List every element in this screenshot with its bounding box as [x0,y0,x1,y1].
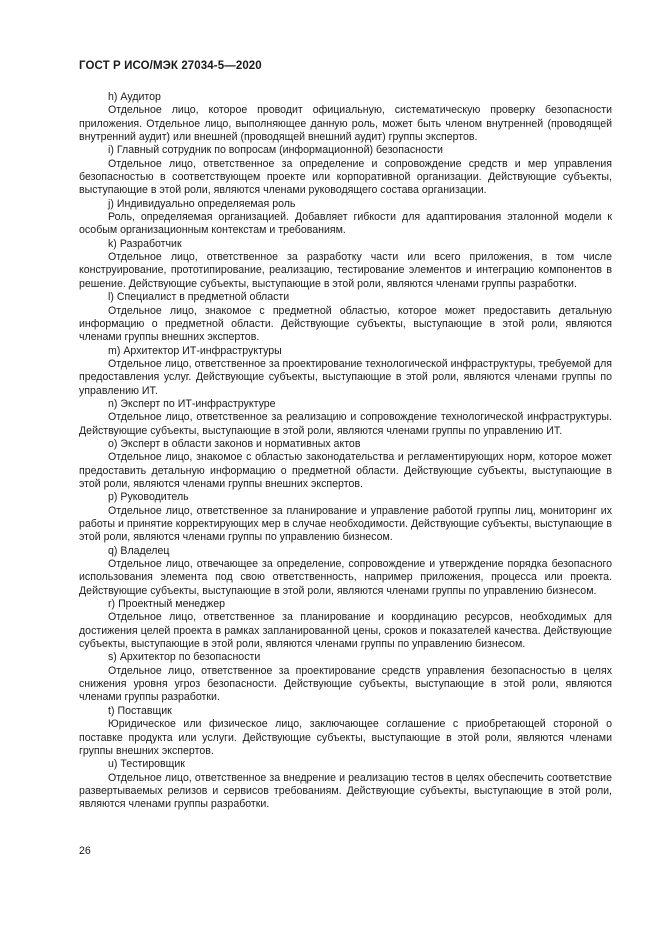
entry-owner [79,545,612,598]
entry-definition: Отдельное лицо, которое проводит официальную, систематическую проверку безопасности приложения. Отдельное лицо, выполняющее данную роль, может быть членом внутренней (проводящей внутренний аудит) или внешней (проводящей внешний аудит) группы экспертов. [79,104,612,144]
entry-letter: s) [108,651,117,664]
entry-letter: j) [108,197,114,210]
entry-term-text: Архитектор ИТ-инфраструктуры [123,344,282,357]
page-number: 26 [79,845,91,857]
entry-term-text: Руководитель [120,491,189,504]
entry-term-text: Владелец [120,544,170,557]
entry-term-text: Аудитор [120,91,161,103]
entry-developer [79,238,612,291]
entry-letter: t) [108,704,115,717]
entry-custom-role [79,198,612,238]
entry-term-text: Индивидуально определяемая роль [116,197,296,210]
role-definitions-list [79,91,612,812]
entry-term [79,758,612,771]
entry-manager [79,491,612,544]
entry-term [79,91,612,104]
entry-definition: Отдельное лицо, знакомое с областью законодательства и регламентирующих норм, которое может предоставить детальную информацию о предметной области. Действующие субъекты, выступающие в этой роли, являются членами группы внешних экспертов. [79,451,612,490]
entry-supplier [79,705,612,758]
entry-letter: l) [108,291,114,304]
entry-letter: q) [108,544,118,557]
entry-letter: n) [108,397,118,410]
entry-term-text: Проектный менеджер [118,598,226,611]
entry-definition: Отдельное лицо, ответственное за проектирование средств управления безопасностью в целях снижения уровня угроз безопасности. Действующие субъекты, выступающие в этой роли, являются членами группы разработки. [79,664,612,704]
entry-project-manager [79,598,612,651]
entry-auditor [79,91,612,144]
entry-definition: Отдельное лицо, ответственное за определение и сопровождение средств и мер управления безопасностью в соответствующем проекте или корпоративной организации. Действующие субъекты, выступающие в этой роли, являются членами руководящего состава организации. [79,157,612,197]
entry-it-infrastructure-expert [79,398,612,438]
entry-term-text: Тестировщик [120,758,185,771]
entry-term [79,438,612,451]
entry-letter: k) [108,237,117,250]
entry-definition: Отдельное лицо, знакомое с предметной областью, которое может предоставить детальную информацию о предметной области. Действующие субъекты, выступающие в этой роли, являются членами группы внешних экспертов. [79,304,612,344]
entry-letter: h) [108,91,118,103]
entry-term-text: Специалист в предметной области [116,291,290,304]
entry-letter: p) [108,491,118,504]
entry-term [79,545,612,558]
entry-term [79,345,612,358]
entry-letter: r) [108,598,116,611]
entry-term-text: Эксперт по ИТ-инфраструктуре [120,397,276,410]
entry-definition: Роль, определяемая организацией. Добавляет гибкости для адаптирования эталонной модели к особым организационным контекстам и требованиям. [79,211,612,237]
entry-legal-expert [79,438,612,491]
entry-definition: Отдельное лицо, ответственное за реализацию и сопровождение технологической инфраструктуры. Действующие субъекты, выступающие в этой роли, являются членами группы по управлению ИТ. [79,411,612,437]
entry-term-text: Главный сотрудник по вопросам (информационной) безопасности [116,144,443,157]
document-header: ГОСТ Р ИСО/МЭК 27034-5—2020 [79,60,262,72]
entry-definition: Юридическое или физическое лицо, заключающее соглашение с приобретающей стороной о поставке продукта или услуги. Действующие субъекты, выступающие в этой роли, являются членами группы внешних экспертов. [79,718,612,757]
entry-letter: o) [108,437,118,450]
entry-term [79,398,612,411]
entry-definition: Отдельное лицо, ответственное за планирование и координацию ресурсов, необходимых для достижения целей проекта в рамках запланированной цены, сроков и показателей качества. Действующие субъекты, выступающие в этой роли, являются членами группы по управлению бизнесом. [79,611,612,651]
entry-definition: Отдельное лицо, ответственное за разработку части или всего приложения, в том числе конструирование, прототипирование, реализацию, тестирование элементов и интеграцию компонентов в решение. Действующие субъекты, выступающие в этой роли, являются членами группы разработки. [79,251,612,290]
entry-term [79,144,612,157]
entry-definition: Отдельное лицо, ответственное за внедрение и реализацию тестов в целях обеспечить соответствие развертываемых релизов и сервисов требованиям. Действующие субъекты, выступающие в этой роли, являются членами группы разработки. [79,771,612,811]
entry-term [79,291,612,304]
entry-it-infrastructure-architect [79,345,612,398]
entry-security-architect [79,651,612,704]
entry-term-text: Эксперт в области законов и нормативных актов [120,437,361,450]
entry-term-text: Поставщик [117,704,172,717]
entry-term [79,651,612,664]
entry-letter: u) [108,758,118,771]
entry-chief-security-officer [79,144,612,197]
entry-term-text: Разработчик [119,237,182,250]
entry-term [79,198,612,211]
entry-tester [79,758,612,811]
entry-letter: i) [108,144,114,157]
entry-letter: m) [108,344,121,357]
entry-term [79,705,612,718]
entry-term [79,491,612,504]
entry-definition: Отдельное лицо, ответственное за проектирование технологической инфраструктуры, требуемой для предоставления услуг. Действующие субъекты, выступающие в этой роли, являются членами группы по управлению ИТ. [79,357,612,397]
entry-term [79,238,612,251]
entry-term [79,598,612,611]
entry-term-text: Архитектор по безопасности [119,651,261,664]
entry-domain-expert [79,291,612,344]
entry-definition: Отдельное лицо, отвечающее за определение, сопровождение и утверждение порядка безопасного использования элемента под свою ответственность, например приложения, процесса или проекта. Действующие субъекты, выступающие в этой роли, являются членами группы по управлению бизнесом. [79,558,612,597]
entry-definition: Отдельное лицо, ответственное за планирование и управление работой группы лиц, мониторинг их работы и принятие корректирующих мер в случае необходимости. Действующие субъекты, выступающие в этой роли, являются членами группы по управлению бизнесом. [79,504,612,544]
